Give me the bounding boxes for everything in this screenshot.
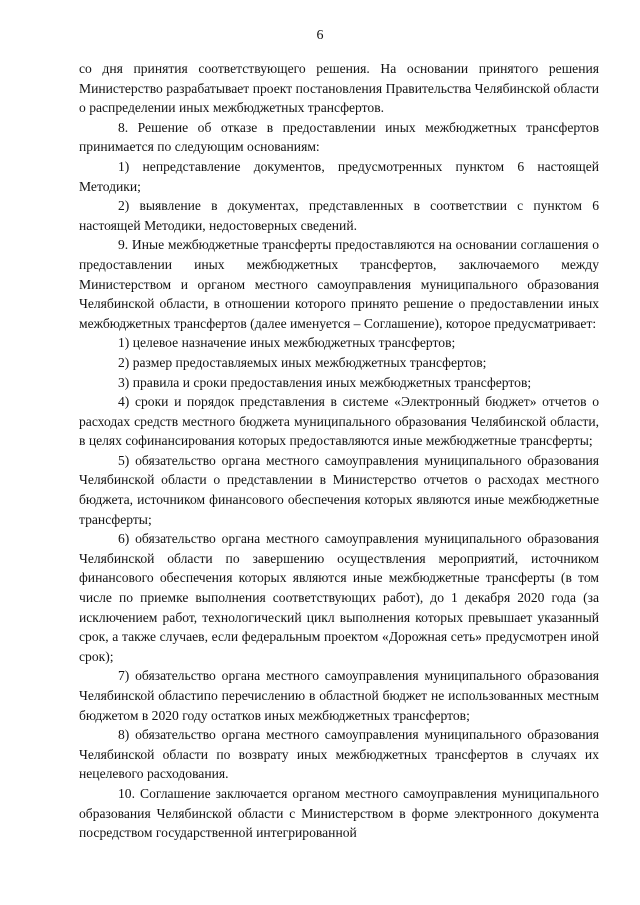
paragraph-9-item-2: 2) размер предоставляемых иных межбюджетных трансфертов; [118, 354, 487, 370]
paragraph-9-item-4: 4) сроки и порядок представления в системе «Электронный бюджет» отчетов о расходах средств местного бюджета муниципального образования Челябинской области, в целях софинансирования которых предоставляются иные межбюджетные трансферты; [79, 394, 599, 449]
document-body [79, 59, 599, 843]
paragraph-9-item-6: 6) обязательство органа местного самоуправления муниципального образования Челябинской области по завершению осуществления мероприятий, источником финансового обеспечения которых являются иные межбюджетные трансферты (в том числе по приемке выполнения соответствующих работ), до 1 декабря 2020 года (за исключением работ, технологический цикл выполнения которых превышает указанный срок, а также случаев, если федеральным проектом «Дорожная сеть» предусмотрен иной срок); [79, 531, 599, 664]
paragraph-8-item-2: 2) выявление в документах, представленных в соответствии с пунктом 6 настоящей Методики, недостоверных сведений. [79, 198, 599, 233]
paragraph-9-item-7: 7) обязательство органа местного самоуправления муниципального образования Челябинской областипо перечислению в областной бюджет не использованных местным бюджетом в 2020 году остатков иных межбюджетных трансфертов; [79, 668, 599, 723]
paragraph-10: 10. Соглашение заключается органом местного самоуправления муниципального образования Челябинской области с Министерством в форме электронного документа посредством государственной интегрированной [79, 785, 599, 841]
paragraph-8: 8. Решение об отказе в предоставлении иных межбюджетных трансфертов принимается по следующим основаниям: [79, 119, 599, 155]
paragraph-9-item-8: 8) обязательство органа местного самоуправления муниципального образования Челябинской области по возврату иных межбюджетных трансфертов в случаях их нецелевого расходования. [79, 727, 599, 782]
paragraph-continuation: со дня принятия соответствующего решения. На основании принятого решения Министерство разрабатывает проект постановления Правительства Челябинской области о распределении иных межбюджетных трансфертов. [79, 61, 599, 116]
page-number: 6 [316, 28, 324, 43]
paragraph-9-item-1: 1) целевое назначение иных межбюджетных трансфертов; [118, 335, 456, 351]
paragraph-9: 9. Иные межбюджетные трансферты предоставляются на основании соглашения о предоставлении иных межбюджетных трансфертов, заключаемого между Министерством и органом местного самоуправления муниципального образования Челябинской области, в отношении которого принято решение о предоставлении иных межбюджетных трансфертов (далее именуется – Соглашение), которое предусматривает: [79, 237, 599, 331]
paragraph-9-item-3: 3) правила и сроки предоставления иных межбюджетных трансфертов; [118, 374, 532, 390]
paragraph-8-item-1: 1) непредставление документов, предусмотренных пунктом 6 настоящей Методики; [79, 158, 599, 194]
paragraph-9-item-5: 5) обязательство органа местного самоуправления муниципального образования Челябинской области о представлении в Министерство отчетов о расходах местного бюджета, источником финансового обеспечения которых являются иные межбюджетные трансферты; [79, 452, 599, 527]
